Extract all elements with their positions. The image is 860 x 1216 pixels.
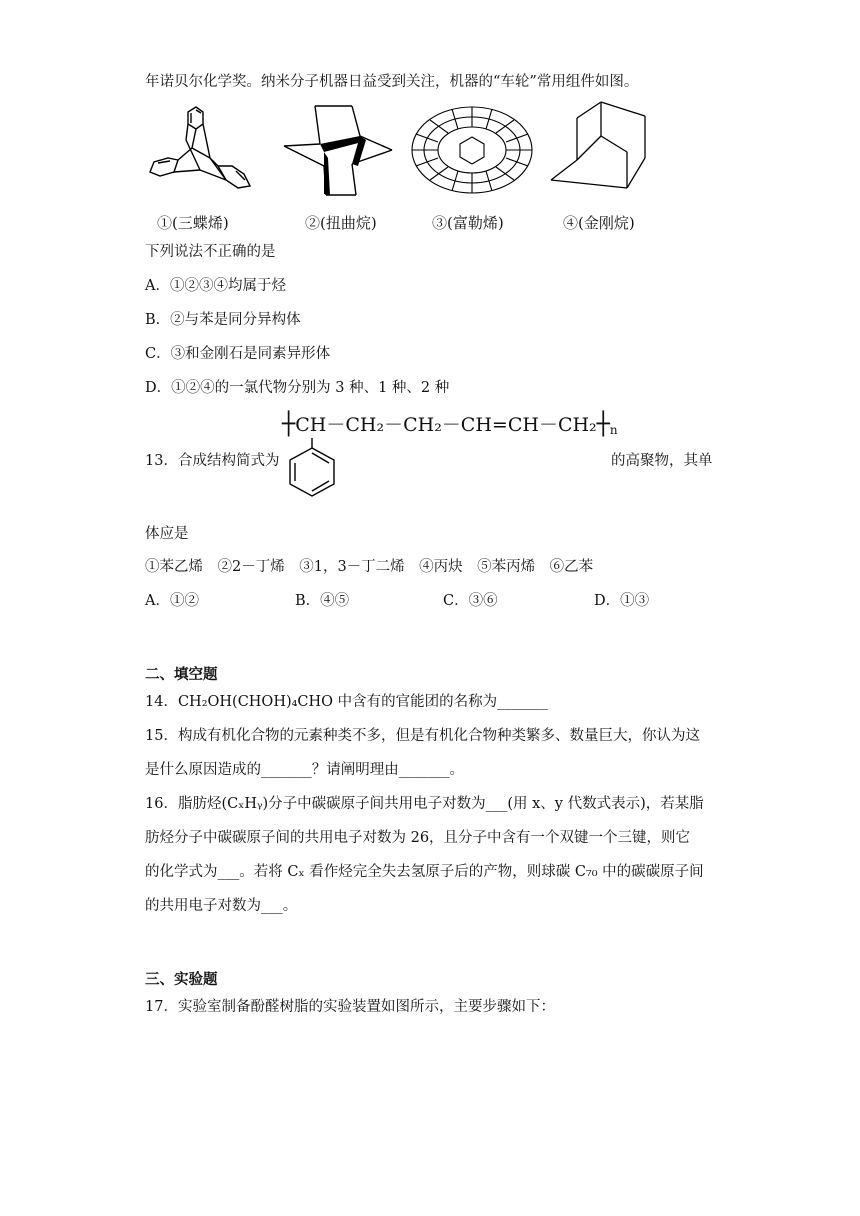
q13-option-c: C．③⑥	[443, 593, 498, 609]
q13-option-d: D．①③	[594, 593, 650, 609]
q16-line-1: 16．脂肪烃(CₓHᵧ)分子中碳碳原子间共用电子对数为___(用 x、y 代数式表示)，若某脂	[145, 796, 704, 812]
polymer-formula: $┼CH-CH_2-CH_2-CH=CH-CH_2┼_n$	[282, 412, 618, 437]
q16-line-2: 肪烃分子中碳碳原子间的共用电子对数为 26，且分子中含有一个双键一个三键，则它	[145, 830, 691, 846]
q13-stem-before: 13．合成结构简式为	[145, 453, 280, 469]
q12-option-d: D．①②④的一氯代物分别为 3 种、1 种、2 种	[145, 380, 450, 396]
section-experiment-heading: 三、实验题	[145, 971, 218, 988]
q17-text: 17．实验室制备酚醛树脂的实验装置如图所示，主要步骤如下：	[145, 999, 555, 1015]
q16-line-4: 的共用电子对数为___。	[145, 898, 298, 914]
adamantane-figure	[545, 100, 655, 192]
q15-line-2: 是什么原因造成的_______？请阐明理由_______。	[145, 762, 464, 778]
q12-option-b: B．②与苯是同分异构体	[145, 312, 301, 328]
figure-caption-4: ④(金刚烷)	[563, 214, 635, 232]
polymer-main: CH－CH₂－CH₂－CH=CH－CH₂	[295, 414, 597, 436]
q13-stem-after: 的高聚物，其单	[611, 453, 713, 469]
q13-choices: ①苯乙烯 ②2－丁烯 ③1，3－丁二烯 ④丙炔 ⑤苯丙烯 ⑥乙苯	[145, 559, 594, 575]
fullerene-figure	[408, 104, 538, 196]
q14-text: 14．CH₂OH(CHOH)₄CHO 中含有的官能团的名称为_______	[145, 694, 548, 710]
figure-caption-1: ①(三蝶烯)	[157, 214, 229, 232]
q15-line-1: 15．构成有机化合物的元素种类不多，但是有机化合物种类繁多、数量巨大，你认为这	[145, 728, 700, 744]
q12-option-c: C．③和金刚石是同素异形体	[145, 346, 331, 362]
triptycene-figure	[140, 100, 270, 200]
q16-line-3: 的化学式为___。若将 Cₓ 看作烃完全失去氢原子后的产物，则球碳 C₇₀ 中的碳碳原子间	[145, 864, 704, 880]
q12-option-a: A．①②③④均属于烃	[145, 278, 286, 294]
polymer-n: n	[609, 423, 618, 437]
section-fill-in-heading: 二、填空题	[145, 666, 218, 683]
figure-caption-3: ③(富勒烯)	[432, 214, 504, 232]
intro-text: 年诺贝尔化学奖。纳米分子机器日益受到关注，机器的“车轮”常用组件如图。	[145, 74, 639, 90]
benzene-ring	[282, 438, 342, 500]
q13-option-a: A．①②	[145, 593, 199, 609]
q12-stem: 下列说法不正确的是	[145, 244, 276, 260]
q13-stem-cont: 体应是	[145, 526, 189, 542]
twistane-figure	[280, 100, 400, 200]
q13-option-b: B．④⑤	[295, 593, 350, 609]
figure-caption-2: ②(扭曲烷)	[305, 214, 377, 232]
